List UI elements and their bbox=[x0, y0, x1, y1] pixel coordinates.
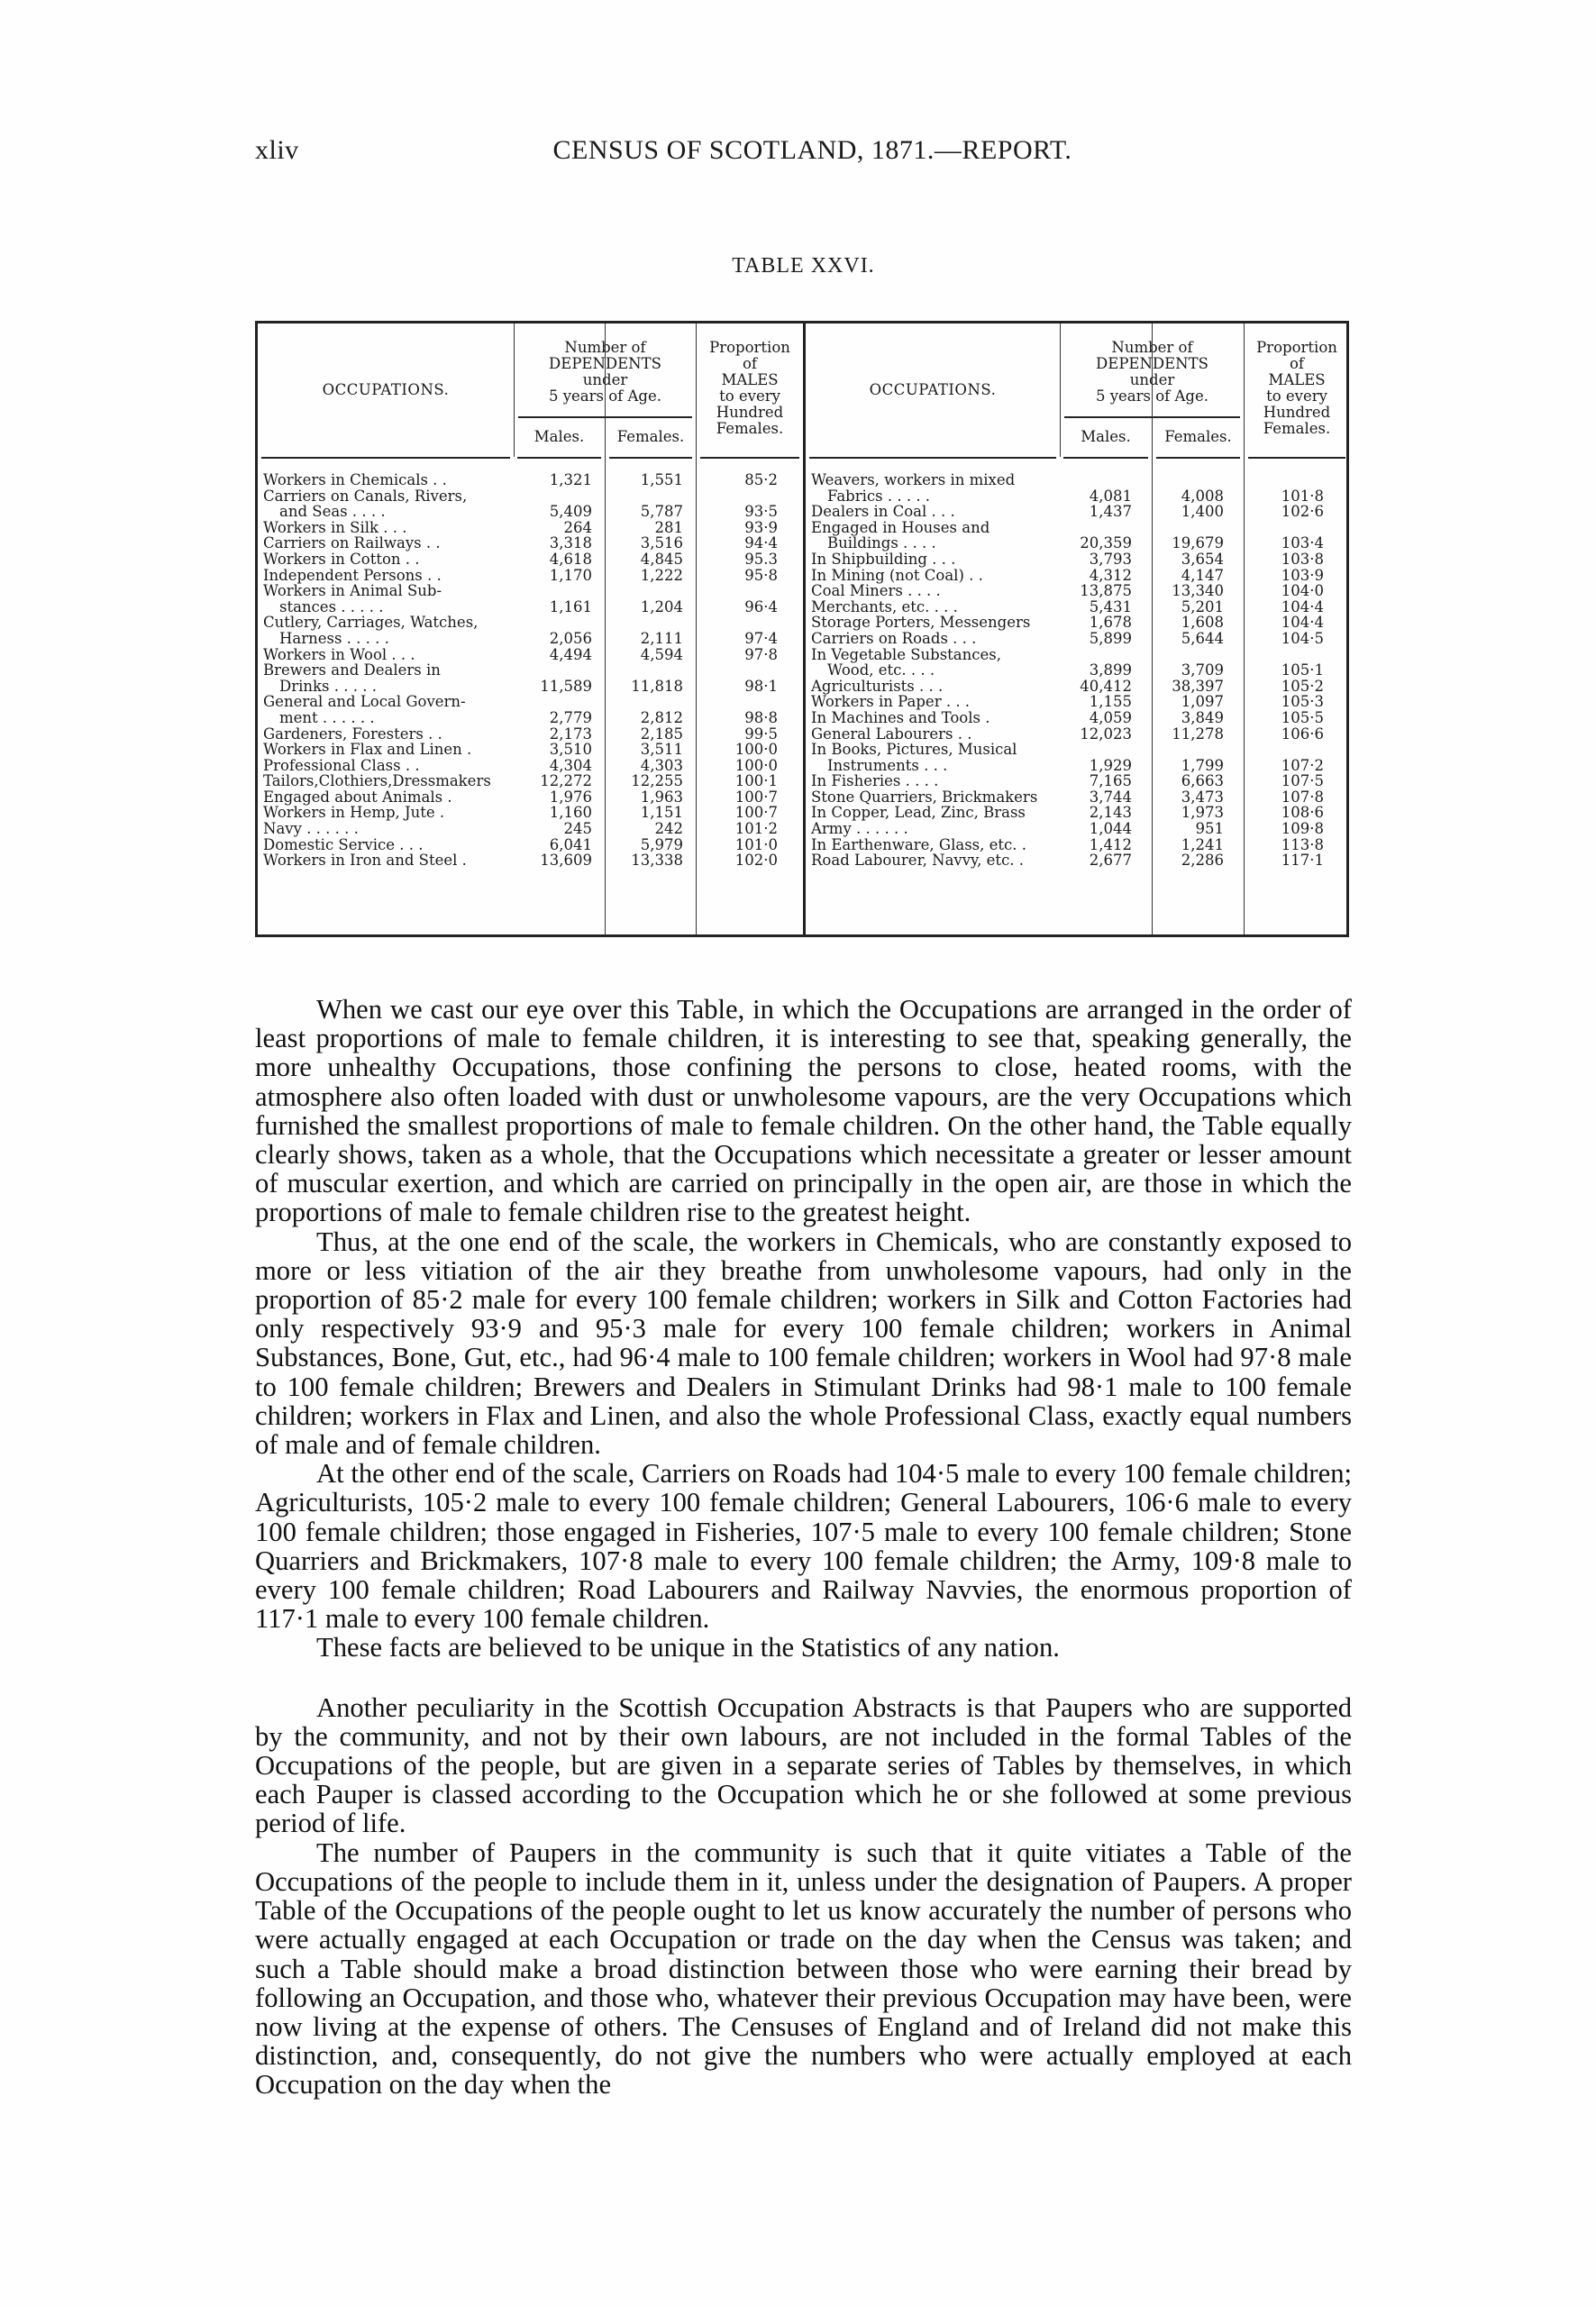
table-row-cell: 11,278 bbox=[1172, 725, 1224, 743]
table-row-cell: 2,056 bbox=[549, 629, 592, 647]
table-row-cell: Workers in Animal Sub- stances . . . . . bbox=[263, 582, 442, 615]
table-row-cell: Navy . . . . . . bbox=[263, 820, 359, 838]
paragraph: Another peculiarity in the Scottish Occupation Abstracts is that Paupers who are supported by the community, and not by their own labours, are not included in the formal Tables of the Occupations of the people, but are given in a separate series of Tables by themselves, in which each Pauper is classed according to the Occupation which he or she followed at some previous period of life. bbox=[255, 1691, 1352, 1839]
table-row-cell: 4,312 bbox=[1089, 566, 1132, 584]
table-row-cell: 3,899 bbox=[1089, 661, 1132, 679]
table-row-cell: 2,812 bbox=[640, 708, 683, 726]
table-row-cell: 242 bbox=[654, 820, 683, 838]
table-row-cell: 103·4 bbox=[1281, 534, 1324, 552]
table-row-cell: 5,409 bbox=[549, 503, 592, 521]
table-row-cell: 3,709 bbox=[1181, 661, 1224, 679]
table-row-cell: 7,165 bbox=[1089, 772, 1132, 790]
table-row-cell: 3,654 bbox=[1181, 550, 1224, 568]
table-row-cell: 108·6 bbox=[1281, 804, 1324, 822]
running-title: CENSUS OF SCOTLAND, 1871.—REPORT. bbox=[552, 135, 1072, 165]
table-row-cell: 2,185 bbox=[640, 725, 683, 743]
table-row-cell: 109·8 bbox=[1281, 820, 1324, 838]
table-row-cell: 6,041 bbox=[549, 835, 592, 853]
header-occupations: OCCUPATIONS. bbox=[322, 381, 450, 398]
table-row-cell: Stone Quarriers, Brickmakers bbox=[811, 788, 1038, 806]
table-row-cell: 5,787 bbox=[640, 503, 683, 521]
table-row-cell: 98·8 bbox=[744, 708, 778, 726]
table-row-cell: 4,081 bbox=[1089, 487, 1132, 505]
table-row-cell: 4,059 bbox=[1089, 708, 1132, 726]
table-row-cell: 13,340 bbox=[1172, 582, 1224, 600]
table-row-cell: 95.3 bbox=[744, 550, 778, 568]
table-row-cell: 281 bbox=[654, 518, 683, 536]
table-row-cell: Engaged in Houses and Buildings . . . . bbox=[811, 518, 990, 552]
table-row-cell: 1,976 bbox=[549, 788, 592, 806]
table-row-cell: 97·4 bbox=[744, 629, 778, 647]
table-row-cell: 4,618 bbox=[549, 550, 592, 568]
table-row-cell: Gardeners, Foresters . . bbox=[263, 725, 442, 743]
proportion-values-right bbox=[1245, 472, 1349, 869]
table-row-cell: Dealers in Coal . . . bbox=[811, 503, 955, 521]
table-row-cell: Carriers on Roads . . . bbox=[811, 629, 977, 647]
header-males: Males. bbox=[534, 428, 585, 445]
table-row-cell: In Fisheries . . . . bbox=[811, 772, 939, 790]
table-row-cell: 20,359 bbox=[1080, 534, 1132, 552]
table-row-cell: 103·9 bbox=[1281, 566, 1324, 584]
table-row-cell: Domestic Service . . . bbox=[263, 835, 424, 853]
table-row-cell: In Vegetable Substances, Wood, etc. . . . bbox=[811, 645, 1001, 679]
occupation-list bbox=[258, 472, 514, 869]
table-row-cell: Army . . . . . . bbox=[811, 820, 908, 838]
table-row-cell: 97·8 bbox=[744, 645, 778, 663]
table-row-cell: 40,412 bbox=[1080, 677, 1132, 695]
table-row-cell: 5,979 bbox=[640, 835, 683, 853]
table-row-cell: 2,173 bbox=[549, 725, 592, 743]
table-row-cell: 100·7 bbox=[734, 804, 778, 822]
table-row-cell: 104·4 bbox=[1281, 614, 1324, 632]
table-row-cell: 3,510 bbox=[549, 741, 592, 759]
table-right-half bbox=[803, 324, 1349, 934]
table-row-cell: 11,818 bbox=[631, 677, 683, 695]
table-row-cell: 1,151 bbox=[640, 804, 683, 822]
table-row-cell: 107·8 bbox=[1281, 788, 1324, 806]
table-row-cell: 101·2 bbox=[734, 820, 778, 838]
table-row-cell: Workers in Hemp, Jute . bbox=[263, 804, 445, 822]
table-row-cell: 5,431 bbox=[1089, 597, 1132, 615]
table-row-cell: Agriculturists . . . bbox=[811, 677, 944, 695]
table-title: TABLE XXVI. bbox=[732, 254, 875, 278]
table-row-cell: 117·1 bbox=[1281, 852, 1324, 870]
table-row-cell: In Earthenware, Glass, etc. . bbox=[811, 835, 1027, 853]
table-row-cell: 1,155 bbox=[1089, 693, 1132, 711]
table-row-cell: Workers in Flax and Linen . bbox=[263, 741, 472, 759]
table-row-cell: 11,589 bbox=[540, 677, 592, 695]
table-row-cell: 3,849 bbox=[1181, 708, 1224, 726]
table-row-cell: Workers in Iron and Steel . bbox=[263, 852, 467, 870]
col-females bbox=[605, 324, 696, 934]
table-row-cell: 93·5 bbox=[744, 503, 778, 521]
header-females-right: Females. bbox=[1164, 428, 1232, 445]
table-row-cell: 1,321 bbox=[549, 471, 592, 488]
table-row-cell: 1,160 bbox=[549, 804, 592, 822]
table-row-cell: 3,473 bbox=[1181, 788, 1224, 806]
table-row-cell: 1,963 bbox=[640, 788, 683, 806]
table-row-cell: 13,875 bbox=[1080, 582, 1132, 600]
table-row-cell: 98·1 bbox=[744, 677, 778, 695]
table-row-cell: 12,023 bbox=[1080, 725, 1132, 743]
table-row-cell: 245 bbox=[563, 820, 592, 838]
header-occupations-right: OCCUPATIONS. bbox=[869, 381, 997, 398]
col-proportion bbox=[696, 324, 803, 934]
table-row-cell: 2,677 bbox=[1089, 852, 1132, 870]
table-row-cell: 113·8 bbox=[1281, 835, 1324, 853]
table-row-cell: 264 bbox=[563, 518, 592, 536]
table-row-cell: Engaged about Animals . bbox=[263, 788, 452, 806]
table-row-cell: 95·8 bbox=[744, 566, 778, 584]
table-row-cell: Workers in Silk . . . bbox=[263, 518, 407, 536]
table-row-cell: Workers in Paper . . . bbox=[811, 693, 971, 711]
table-row-cell: 1,799 bbox=[1181, 756, 1224, 774]
table-row-cell: 4,008 bbox=[1181, 487, 1224, 505]
col-occupations-right bbox=[806, 324, 1060, 934]
table-row-cell: 93·9 bbox=[744, 518, 778, 536]
table-left-half bbox=[258, 324, 803, 934]
table-row-cell: 6,663 bbox=[1181, 772, 1224, 790]
table-row-cell: 85·2 bbox=[744, 471, 778, 488]
table-row-cell: Cutlery, Carriages, Watches, Harness . . . . . bbox=[263, 614, 479, 647]
table-row-cell: 100·7 bbox=[734, 788, 778, 806]
table-row-cell: Workers in Wool . . . bbox=[263, 645, 415, 663]
table-row-cell: 19,679 bbox=[1172, 534, 1224, 552]
table-row-cell: 101·8 bbox=[1281, 487, 1324, 505]
table-row-cell: Merchants, etc. . . . bbox=[811, 597, 958, 615]
table-row-cell: 4,304 bbox=[549, 756, 592, 774]
table-row-cell: 106·6 bbox=[1281, 725, 1324, 743]
table-row-cell: 107·5 bbox=[1281, 772, 1324, 790]
table-row-cell: 101·0 bbox=[734, 835, 778, 853]
table-row-cell: 107·2 bbox=[1281, 756, 1324, 774]
proportion-values bbox=[697, 472, 803, 869]
running-head bbox=[255, 135, 1352, 171]
dependents-caption: Number of DEPENDENTS under 5 years of Age. bbox=[548, 339, 662, 405]
table-row-cell: 13,338 bbox=[631, 852, 683, 870]
table-row-cell: 1,222 bbox=[640, 566, 683, 584]
table-row-cell: Workers in Cotton . . bbox=[263, 550, 420, 568]
table-row-cell: 104·0 bbox=[1281, 582, 1324, 600]
table-row-cell: 951 bbox=[1195, 820, 1224, 838]
table-row-cell: 102·0 bbox=[734, 852, 778, 870]
table-row-cell: 5,899 bbox=[1089, 629, 1132, 647]
header-males-right: Males. bbox=[1081, 428, 1131, 445]
header-proportion: Proportion of MALES to every Hundred Females. bbox=[709, 339, 790, 437]
table-row-cell: 1,400 bbox=[1181, 503, 1224, 521]
table-row-cell: 1,161 bbox=[549, 597, 592, 615]
females-values-right bbox=[1153, 472, 1244, 869]
table-row-cell: 38,397 bbox=[1172, 677, 1224, 695]
table-row-cell: Weavers, workers in mixed Fabrics . . . . . bbox=[811, 471, 1016, 505]
col-males bbox=[514, 324, 605, 934]
occupations-table bbox=[255, 321, 1349, 937]
table-row-cell: Tailors,Clothiers,Dressmakers bbox=[263, 772, 491, 790]
table-row-cell: 1,170 bbox=[549, 566, 592, 584]
body-text bbox=[255, 995, 1352, 2100]
table-row-cell: In Copper, Lead, Zinc, Brass bbox=[811, 804, 1026, 822]
males-values-right bbox=[1060, 472, 1152, 869]
table-row-cell: 1,437 bbox=[1089, 503, 1132, 521]
paragraph: Thus, at the one end of the scale, the workers in Chemicals, who are constantly exposed to more or less vitiation of the air they breathe from unwholesome vapours, had only in the proportion of 85·2 male for every 100 female children; workers in Silk and Cotton Factories had only respectively 93·9 and 95·3 male for every 100 female children; workers in Animal Substances, Bone, Gut, etc., had 96·4 male to 100 female children; workers in Wool had 97·8 male to 100 female children; Brewers and Dealers in Stimulant Drinks had 98·1 male to 100 female children; workers in Flax and Linen, and also the whole Professional Class, exactly equal numbers of male and of female children. bbox=[255, 1226, 1352, 1461]
table-row-cell: Brewers and Dealers in Drinks . . . . . bbox=[263, 661, 441, 695]
table-row-cell: 2,143 bbox=[1089, 804, 1132, 822]
table-row-cell: 4,147 bbox=[1181, 566, 1224, 584]
table-row-cell: 4,494 bbox=[549, 645, 592, 663]
table-row-cell: 105·1 bbox=[1281, 661, 1324, 679]
table-row-cell: 5,644 bbox=[1181, 629, 1224, 647]
table-row-cell: 100·1 bbox=[734, 772, 778, 790]
table-row-cell: Storage Porters, Messengers bbox=[811, 614, 1031, 632]
page-number: xliv bbox=[255, 135, 299, 165]
males-values bbox=[514, 472, 605, 869]
table-row-cell: 1,412 bbox=[1089, 835, 1132, 853]
table-row-cell: Independent Persons . . bbox=[263, 566, 442, 584]
table-row-cell: In Machines and Tools . bbox=[811, 708, 990, 726]
table-row-cell: 3,511 bbox=[640, 741, 683, 759]
dependents-caption-right: Number of DEPENDENTS under 5 years of Age. bbox=[1095, 339, 1209, 405]
table-row-cell: 100·0 bbox=[734, 756, 778, 774]
col-males-right bbox=[1060, 324, 1152, 934]
table-row-cell: 1,678 bbox=[1089, 614, 1132, 632]
table-row-cell: 2,111 bbox=[640, 629, 683, 647]
table-row-cell: 4,303 bbox=[640, 756, 683, 774]
table-row-cell: 2,779 bbox=[549, 708, 592, 726]
table-row-cell: 94·4 bbox=[744, 534, 778, 552]
col-females-right bbox=[1152, 324, 1244, 934]
table-row-cell: In Books, Pictures, Musical Instruments . . . bbox=[811, 741, 1017, 774]
table-row-cell: General and Local Govern- ment . . . . . . bbox=[263, 693, 466, 726]
header-females: Females. bbox=[616, 428, 685, 445]
table-row-cell: 100·0 bbox=[734, 741, 778, 759]
table-row-cell: 3,793 bbox=[1089, 550, 1132, 568]
table-row-cell: 102·6 bbox=[1281, 503, 1324, 521]
table-row-cell: 96·4 bbox=[744, 597, 778, 615]
paragraph: These facts are believed to be unique in the Statistics of any nation. bbox=[316, 1632, 1060, 1663]
table-row-cell: Carriers on Canals, Rivers, and Seas . . . . bbox=[263, 487, 468, 521]
table-row-cell: 12,255 bbox=[631, 772, 683, 790]
paragraph: The number of Paupers in the community is such that it quite vitiates a Table of the Occupations of the people to include them in it, unless under the designation of Paupers. A proper Table of the Occupations of the people ought to let us know accurately the number of persons who were actually engaged at each Occupation or trade on the day when the Census was taken; and such a Table should make a broad distinction between those who were earning their bread by following an Occupation, and those who, whatever their previous Occupation may have been, were now living at the expense of others. The Censuses of England and of Ireland did not make this distinction, and, consequently, do not give the numbers who were actually employed at each Occupation on the day when the bbox=[255, 1837, 1352, 2101]
table-row-cell: 4,594 bbox=[640, 645, 683, 663]
table-row-cell: 1,551 bbox=[640, 471, 683, 488]
table-row-cell: 1,204 bbox=[640, 597, 683, 615]
table-row-cell: 2,286 bbox=[1181, 852, 1224, 870]
table-row-cell: In Shipbuilding . . . bbox=[811, 550, 956, 568]
table-row-cell: 1,973 bbox=[1181, 804, 1224, 822]
table-row-cell: 1,097 bbox=[1181, 693, 1224, 711]
table-row-cell: 99·5 bbox=[744, 725, 778, 743]
table-row-cell: 3,744 bbox=[1089, 788, 1132, 806]
col-occupations bbox=[258, 324, 514, 934]
col-proportion-right bbox=[1244, 324, 1349, 934]
paragraph: At the other end of the scale, Carriers on Roads had 104·5 male to every 100 female children; Agriculturists, 105·2 male to every 100 female children; General Labourers, 106·6 male to every 100 female children; those engaged in Fisheries, 107·5 male to every 100 female children; Stone Quarriers and Brickmakers, 107·8 male to every 100 female children; the Army, 109·8 male to every 100 female children; Road Labourers and Railway Navvies, the enormous proportion of 117·1 male to every 100 female children. bbox=[255, 1458, 1352, 1635]
table-row-cell: 104·4 bbox=[1281, 597, 1324, 615]
table-row-cell: Road Labourer, Navvy, etc. . bbox=[811, 852, 1025, 870]
table-row-cell: 105·3 bbox=[1281, 693, 1324, 711]
table-row-cell: 103·8 bbox=[1281, 550, 1324, 568]
table-row-cell: 12,272 bbox=[540, 772, 592, 790]
table-row-cell: 105·2 bbox=[1281, 677, 1324, 695]
table-row-cell: 1,241 bbox=[1181, 835, 1224, 853]
table-row-cell: 4,845 bbox=[640, 550, 683, 568]
table-row-cell: 13,609 bbox=[540, 852, 592, 870]
table-row-cell: In Mining (not Coal) . . bbox=[811, 566, 983, 584]
table-row-cell: Carriers on Railways . . bbox=[263, 534, 441, 552]
header-proportion-right: Proportion of MALES to every Hundred Females. bbox=[1256, 339, 1337, 437]
table-row-cell: General Labourers . . bbox=[811, 725, 972, 743]
table-row-cell: 1,929 bbox=[1089, 756, 1132, 774]
table-row-cell: 105·5 bbox=[1281, 708, 1324, 726]
table-row-cell: 1,608 bbox=[1181, 614, 1224, 632]
table-row-cell: 3,318 bbox=[549, 534, 592, 552]
table-row-cell: Professional Class . . bbox=[263, 756, 420, 774]
table-row-cell: Coal Miners . . . . bbox=[811, 582, 941, 600]
table-row-cell: 3,516 bbox=[640, 534, 683, 552]
table-row-cell: 1,044 bbox=[1089, 820, 1132, 838]
table-row-cell: 5,201 bbox=[1181, 597, 1224, 615]
table-row-cell: 104·5 bbox=[1281, 629, 1324, 647]
females-values bbox=[606, 472, 696, 869]
paragraph: When we cast our eye over this Table, in which the Occupations are arranged in the order of least proportions of male to female children, it is interesting to see that, speaking generally, the more unhealthy Occupations, those confining the persons to close, heated rooms, with the atmosphere also often loaded with dust or unwholesome vapours, are the very Occupations which furnished the smallest proportions of male to female children. On the other hand, the Table equally clearly shows, taken as a whole, that the Occupations which necessitate a greater or lesser amount of muscular exertion, and which are carried on principally in the open air, are those in which the proportions of male to female children rise to the greatest height. bbox=[255, 994, 1352, 1228]
table-row-cell: Workers in Chemicals . . bbox=[263, 471, 447, 488]
occupation-list-right bbox=[806, 472, 1060, 869]
